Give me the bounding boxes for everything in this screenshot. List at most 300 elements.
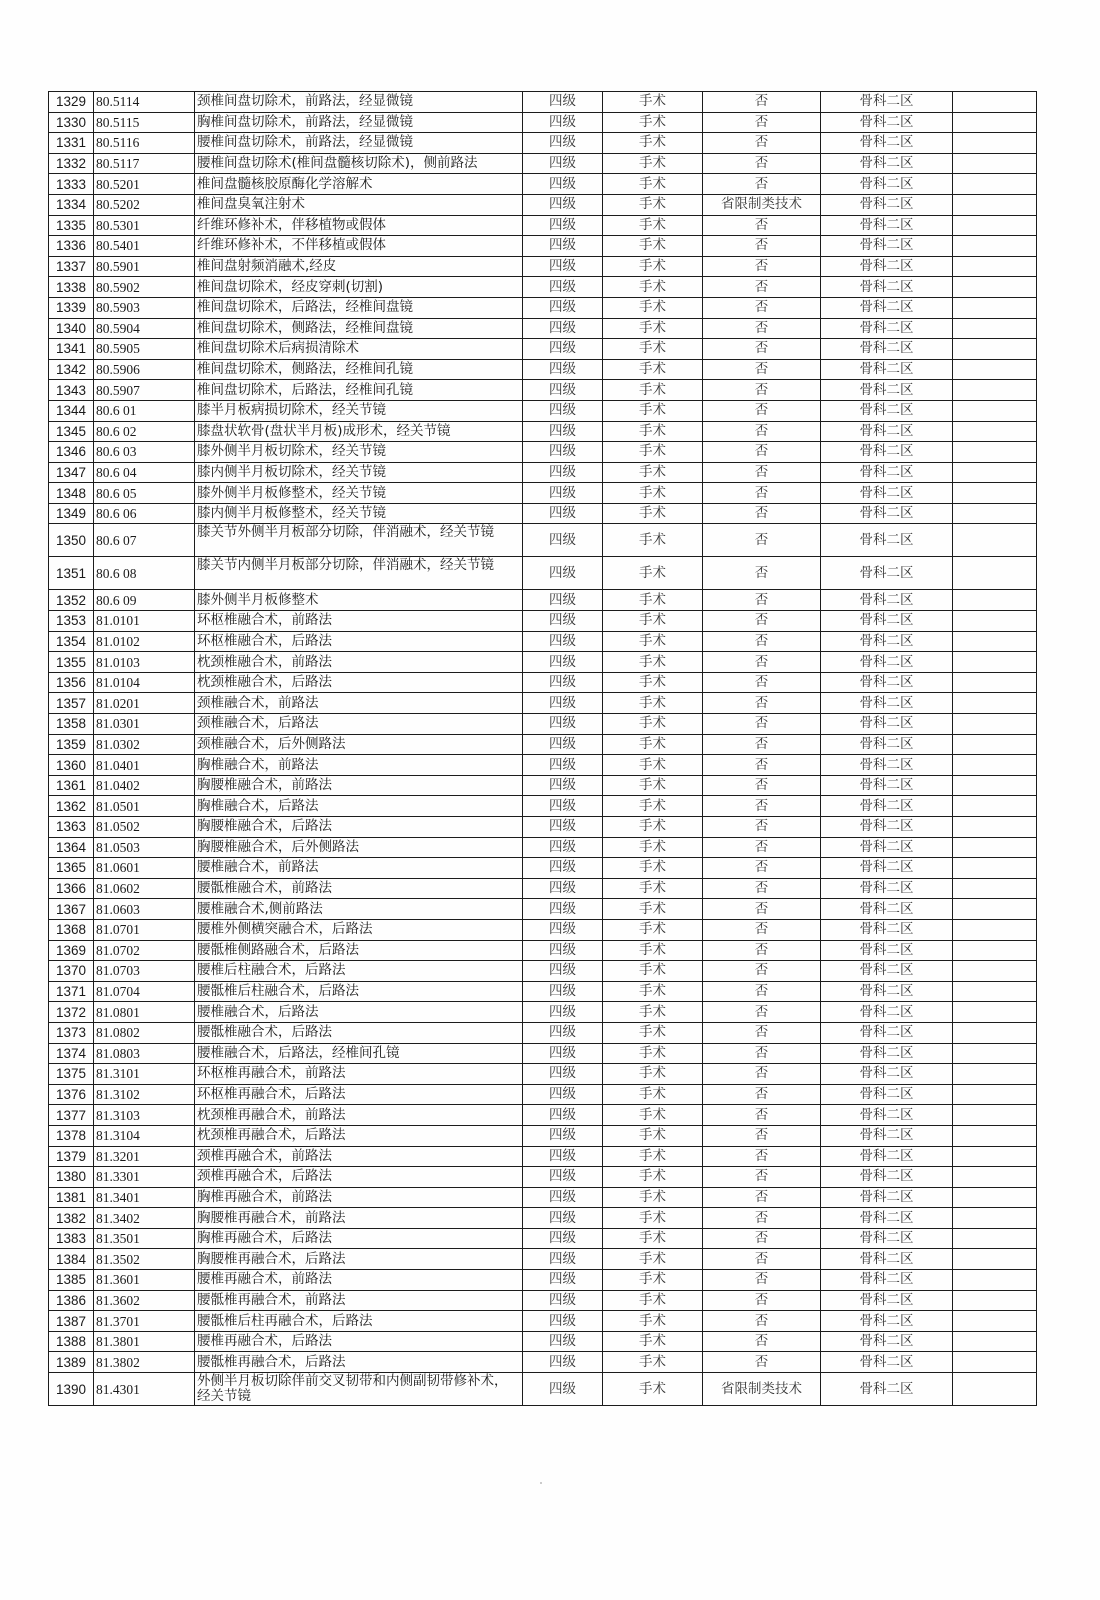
table-row: [49, 503, 1037, 524]
surgery-level: 四级: [523, 1167, 603, 1188]
procedure-category: 手术: [603, 652, 703, 673]
remarks: [953, 734, 1037, 755]
table-row: [49, 557, 1037, 590]
surgery-level: 四级: [523, 899, 603, 920]
row-number: 1369: [49, 940, 94, 961]
remarks: [953, 714, 1037, 735]
restricted-technology-flag: 否: [703, 400, 821, 421]
department: 骨科二区: [821, 318, 953, 339]
restricted-technology-flag: 否: [703, 503, 821, 524]
row-number: 1361: [49, 775, 94, 796]
surgery-level: 四级: [523, 590, 603, 611]
procedure-name: 胸椎再融合术，前路法: [195, 1187, 523, 1208]
department: 骨科二区: [821, 796, 953, 817]
procedure-code: 81.0102: [94, 631, 195, 652]
restricted-technology-flag: 否: [703, 817, 821, 838]
procedure-name: 椎间盘切除术后病损清除术: [195, 339, 523, 360]
remarks: [953, 1352, 1037, 1373]
restricted-technology-flag: 否: [703, 557, 821, 590]
procedure-name: 膝关节外侧半月板部分切除，伴消融术，经关节镜: [195, 524, 523, 557]
department: 骨科二区: [821, 339, 953, 360]
restricted-technology-flag: 否: [703, 1187, 821, 1208]
remarks: [953, 1290, 1037, 1311]
table-row: [49, 318, 1037, 339]
procedure-name: 腰骶椎后柱融合术，后路法: [195, 981, 523, 1002]
row-number: 1345: [49, 421, 94, 442]
table-row: [49, 858, 1037, 879]
procedure-code: 81.3401: [94, 1187, 195, 1208]
department: 骨科二区: [821, 693, 953, 714]
remarks: [953, 919, 1037, 940]
table-row: [49, 442, 1037, 463]
department: 骨科二区: [821, 503, 953, 524]
surgery-level: 四级: [523, 940, 603, 961]
table-row: [49, 796, 1037, 817]
procedure-code: 81.3101: [94, 1064, 195, 1085]
table-row: [49, 1228, 1037, 1249]
procedure-category: 手术: [603, 714, 703, 735]
procedure-name: 胸腰椎融合术，后外侧路法: [195, 837, 523, 858]
remarks: [953, 1373, 1037, 1406]
table-row: [49, 339, 1037, 360]
department: 骨科二区: [821, 359, 953, 380]
table-row: [49, 1187, 1037, 1208]
department: 骨科二区: [821, 1084, 953, 1105]
remarks: [953, 775, 1037, 796]
department: 骨科二区: [821, 400, 953, 421]
row-number: 1385: [49, 1270, 94, 1291]
department: 骨科二区: [821, 462, 953, 483]
surgery-level: 四级: [523, 256, 603, 277]
procedure-table-body: [49, 92, 1037, 1406]
remarks: [953, 590, 1037, 611]
procedure-name: 颈椎融合术，后路法: [195, 714, 523, 735]
table-row: [49, 1167, 1037, 1188]
table-row: [49, 400, 1037, 421]
remarks: [953, 557, 1037, 590]
row-number: 1387: [49, 1311, 94, 1332]
department: 骨科二区: [821, 1208, 953, 1229]
procedure-category: 手术: [603, 899, 703, 920]
procedure-code: 81.0201: [94, 693, 195, 714]
department: 骨科二区: [821, 1249, 953, 1270]
remarks: [953, 483, 1037, 504]
row-number: 1372: [49, 1002, 94, 1023]
surgery-level: 四级: [523, 1084, 603, 1105]
surgery-level: 四级: [523, 359, 603, 380]
procedure-name: 膝盘状软骨(盘状半月板)成形术，经关节镜: [195, 421, 523, 442]
department: 骨科二区: [821, 1187, 953, 1208]
row-number: 1359: [49, 734, 94, 755]
row-number: 1342: [49, 359, 94, 380]
surgery-level: 四级: [523, 755, 603, 776]
row-number: 1333: [49, 174, 94, 195]
table-row: [49, 734, 1037, 755]
row-number: 1357: [49, 693, 94, 714]
procedure-code: 80.5401: [94, 236, 195, 257]
procedure-name: 环枢椎再融合术，前路法: [195, 1064, 523, 1085]
row-number: 1344: [49, 400, 94, 421]
procedure-name: 颈椎融合术，后外侧路法: [195, 734, 523, 755]
procedure-name: 胸腰椎再融合术，后路法: [195, 1249, 523, 1270]
remarks: [953, 92, 1037, 113]
restricted-technology-flag: 否: [703, 442, 821, 463]
procedure-code: 81.3602: [94, 1290, 195, 1311]
department: 骨科二区: [821, 277, 953, 298]
surgery-level: 四级: [523, 557, 603, 590]
procedure-name: 腰椎后柱融合术，后路法: [195, 961, 523, 982]
table-row: [49, 359, 1037, 380]
row-number: 1358: [49, 714, 94, 735]
procedure-code: 81.3301: [94, 1167, 195, 1188]
surgery-level: 四级: [523, 318, 603, 339]
row-number: 1390: [49, 1373, 94, 1406]
procedure-category: 手术: [603, 1311, 703, 1332]
row-number: 1379: [49, 1146, 94, 1167]
procedure-code: 80.6 04: [94, 462, 195, 483]
department: 骨科二区: [821, 215, 953, 236]
remarks: [953, 174, 1037, 195]
table-row: [49, 1331, 1037, 1352]
procedure-category: 手术: [603, 755, 703, 776]
procedure-code: 81.0802: [94, 1022, 195, 1043]
row-number: 1386: [49, 1290, 94, 1311]
procedure-code: 80.5901: [94, 256, 195, 277]
procedure-code: 80.5116: [94, 133, 195, 154]
department: 骨科二区: [821, 421, 953, 442]
procedure-name: 枕颈椎融合术，后路法: [195, 672, 523, 693]
surgery-level: 四级: [523, 339, 603, 360]
remarks: [953, 1002, 1037, 1023]
table-row: [49, 297, 1037, 318]
procedure-category: 手术: [603, 1249, 703, 1270]
row-number: 1335: [49, 215, 94, 236]
restricted-technology-flag: 否: [703, 277, 821, 298]
restricted-technology-flag: 否: [703, 899, 821, 920]
surgery-level: 四级: [523, 693, 603, 714]
remarks: [953, 796, 1037, 817]
surgery-level: 四级: [523, 236, 603, 257]
remarks: [953, 1311, 1037, 1332]
restricted-technology-flag: 否: [703, 1311, 821, 1332]
table-row: [49, 174, 1037, 195]
remarks: [953, 442, 1037, 463]
procedure-code: 80.6 08: [94, 557, 195, 590]
procedure-name: 腰椎间盘切除术(椎间盘髓核切除术)，侧前路法: [195, 153, 523, 174]
row-number: 1367: [49, 899, 94, 920]
procedure-code: 80.6 07: [94, 524, 195, 557]
procedure-category: 手术: [603, 1064, 703, 1085]
row-number: 1350: [49, 524, 94, 557]
row-number: 1360: [49, 755, 94, 776]
department: 骨科二区: [821, 112, 953, 133]
procedure-name: 腰椎再融合术，前路法: [195, 1270, 523, 1291]
restricted-technology-flag: 省限制类技术: [703, 194, 821, 215]
table-row: [49, 92, 1037, 113]
restricted-technology-flag: 否: [703, 236, 821, 257]
procedure-name: 胸腰椎融合术，后路法: [195, 817, 523, 838]
restricted-technology-flag: 否: [703, 421, 821, 442]
row-number: 1336: [49, 236, 94, 257]
department: 骨科二区: [821, 714, 953, 735]
restricted-technology-flag: 否: [703, 961, 821, 982]
table-row: [49, 380, 1037, 401]
procedure-name: 腰椎融合术，前路法: [195, 858, 523, 879]
procedure-category: 手术: [603, 1373, 703, 1406]
remarks: [953, 277, 1037, 298]
procedure-code: 81.0101: [94, 611, 195, 632]
procedure-category: 手术: [603, 359, 703, 380]
procedure-code: 80.5902: [94, 277, 195, 298]
procedure-code: 80.5905: [94, 339, 195, 360]
table-row: [49, 256, 1037, 277]
department: 骨科二区: [821, 1331, 953, 1352]
remarks: [953, 1208, 1037, 1229]
procedure-code: 80.5117: [94, 153, 195, 174]
row-number: 1356: [49, 672, 94, 693]
procedure-name: 腰椎再融合术，后路法: [195, 1331, 523, 1352]
restricted-technology-flag: 否: [703, 1290, 821, 1311]
procedure-code: 80.5202: [94, 194, 195, 215]
table-row: [49, 1249, 1037, 1270]
procedure-name: 膝内侧半月板修整术，经关节镜: [195, 503, 523, 524]
surgery-level: 四级: [523, 611, 603, 632]
procedure-name: 椎间盘切除术，后路法，经椎间盘镜: [195, 297, 523, 318]
procedure-category: 手术: [603, 1043, 703, 1064]
remarks: [953, 940, 1037, 961]
department: 骨科二区: [821, 1022, 953, 1043]
procedure-name: 颈椎再融合术，后路法: [195, 1167, 523, 1188]
table-row: [49, 112, 1037, 133]
table-row: [49, 462, 1037, 483]
procedure-code: 81.3601: [94, 1270, 195, 1291]
remarks: [953, 899, 1037, 920]
surgery-level: 四级: [523, 1064, 603, 1085]
table-row: [49, 878, 1037, 899]
row-number: 1353: [49, 611, 94, 632]
table-row: [49, 153, 1037, 174]
procedure-category: 手术: [603, 1290, 703, 1311]
procedure-category: 手术: [603, 92, 703, 113]
table-row: [49, 1105, 1037, 1126]
restricted-technology-flag: 否: [703, 796, 821, 817]
department: 骨科二区: [821, 858, 953, 879]
department: 骨科二区: [821, 817, 953, 838]
restricted-technology-flag: 否: [703, 590, 821, 611]
department: 骨科二区: [821, 919, 953, 940]
procedure-category: 手术: [603, 796, 703, 817]
procedure-category: 手术: [603, 590, 703, 611]
restricted-technology-flag: 否: [703, 1084, 821, 1105]
remarks: [953, 236, 1037, 257]
surgery-level: 四级: [523, 174, 603, 195]
remarks: [953, 1249, 1037, 1270]
restricted-technology-flag: 否: [703, 1167, 821, 1188]
row-number: 1348: [49, 483, 94, 504]
row-number: 1375: [49, 1064, 94, 1085]
procedure-code: 80.5906: [94, 359, 195, 380]
surgery-level: 四级: [523, 837, 603, 858]
remarks: [953, 339, 1037, 360]
surgery-level: 四级: [523, 1187, 603, 1208]
procedure-code: 81.0602: [94, 878, 195, 899]
procedure-category: 手术: [603, 858, 703, 879]
remarks: [953, 194, 1037, 215]
department: 骨科二区: [821, 194, 953, 215]
procedure-name: 腰椎融合术,侧前路法: [195, 899, 523, 920]
table-row: [49, 1311, 1037, 1332]
surgery-level: 四级: [523, 277, 603, 298]
procedure-code: 81.0704: [94, 981, 195, 1002]
surgery-level: 四级: [523, 652, 603, 673]
department: 骨科二区: [821, 1352, 953, 1373]
procedure-category: 手术: [603, 557, 703, 590]
procedure-code: 80.5115: [94, 112, 195, 133]
surgery-level: 四级: [523, 524, 603, 557]
department: 骨科二区: [821, 1105, 953, 1126]
row-number: 1389: [49, 1352, 94, 1373]
procedure-code: 81.0703: [94, 961, 195, 982]
table-row: [49, 1290, 1037, 1311]
row-number: 1382: [49, 1208, 94, 1229]
remarks: [953, 153, 1037, 174]
procedure-name: 环枢椎再融合术，后路法: [195, 1084, 523, 1105]
surgery-level: 四级: [523, 92, 603, 113]
table-row: [49, 672, 1037, 693]
row-number: 1366: [49, 878, 94, 899]
procedure-name: 胸腰椎融合术，前路法: [195, 775, 523, 796]
row-number: 1380: [49, 1167, 94, 1188]
procedure-category: 手术: [603, 981, 703, 1002]
remarks: [953, 1125, 1037, 1146]
surgery-level: 四级: [523, 1125, 603, 1146]
procedure-code: 81.0301: [94, 714, 195, 735]
restricted-technology-flag: 否: [703, 652, 821, 673]
procedure-name: 腰椎间盘切除术，前路法，经显微镜: [195, 133, 523, 154]
surgery-level: 四级: [523, 462, 603, 483]
procedure-code: 80.5903: [94, 297, 195, 318]
procedure-code: 81.0401: [94, 755, 195, 776]
remarks: [953, 133, 1037, 154]
surgery-level: 四级: [523, 1311, 603, 1332]
restricted-technology-flag: 否: [703, 1105, 821, 1126]
restricted-technology-flag: 否: [703, 359, 821, 380]
restricted-technology-flag: 否: [703, 1208, 821, 1229]
restricted-technology-flag: 否: [703, 174, 821, 195]
surgery-level: 四级: [523, 1146, 603, 1167]
procedure-name: 纤维环修补术，不伴移植或假体: [195, 236, 523, 257]
table-row: [49, 611, 1037, 632]
procedure-name: 椎间盘射频消融术,经皮: [195, 256, 523, 277]
procedure-name: 腰骶椎侧路融合术，后路法: [195, 940, 523, 961]
table-row: [49, 236, 1037, 257]
remarks: [953, 693, 1037, 714]
procedure-name: 腰椎外侧横突融合术，后路法: [195, 919, 523, 940]
procedure-code: 81.0803: [94, 1043, 195, 1064]
department: 骨科二区: [821, 557, 953, 590]
table-row: [49, 421, 1037, 442]
remarks: [953, 1270, 1037, 1291]
surgery-level: 四级: [523, 919, 603, 940]
surgery-level: 四级: [523, 775, 603, 796]
restricted-technology-flag: 否: [703, 92, 821, 113]
table-row: [49, 483, 1037, 504]
department: 骨科二区: [821, 631, 953, 652]
remarks: [953, 858, 1037, 879]
remarks: [953, 297, 1037, 318]
row-number: 1354: [49, 631, 94, 652]
remarks: [953, 256, 1037, 277]
table-row: [49, 1208, 1037, 1229]
procedure-category: 手术: [603, 837, 703, 858]
procedure-category: 手术: [603, 1331, 703, 1352]
procedure-name: 腰骶椎融合术，后路法: [195, 1022, 523, 1043]
department: 骨科二区: [821, 1311, 953, 1332]
procedure-category: 手术: [603, 421, 703, 442]
row-number: 1343: [49, 380, 94, 401]
department: 骨科二区: [821, 899, 953, 920]
surgery-level: 四级: [523, 1022, 603, 1043]
procedure-name: 腰骶椎融合术，前路法: [195, 878, 523, 899]
procedure-code: 81.0702: [94, 940, 195, 961]
restricted-technology-flag: 否: [703, 837, 821, 858]
department: 骨科二区: [821, 590, 953, 611]
row-number: 1351: [49, 557, 94, 590]
remarks: [953, 961, 1037, 982]
procedure-name: 椎间盘臭氧注射术: [195, 194, 523, 215]
table-row: [49, 524, 1037, 557]
procedure-code: 80.6 06: [94, 503, 195, 524]
restricted-technology-flag: 否: [703, 775, 821, 796]
procedure-name: 椎间盘切除术，后路法，经椎间孔镜: [195, 380, 523, 401]
department: 骨科二区: [821, 153, 953, 174]
table-row: [49, 755, 1037, 776]
procedure-code: 81.0801: [94, 1002, 195, 1023]
row-number: 1352: [49, 590, 94, 611]
procedure-category: 手术: [603, 1167, 703, 1188]
procedure-name: 腰骶椎后柱再融合术，后路法: [195, 1311, 523, 1332]
procedure-category: 手术: [603, 817, 703, 838]
remarks: [953, 1228, 1037, 1249]
table-row: [49, 837, 1037, 858]
remarks: [953, 524, 1037, 557]
procedure-code: 81.3102: [94, 1084, 195, 1105]
row-number: 1363: [49, 817, 94, 838]
procedure-code: 80.5301: [94, 215, 195, 236]
restricted-technology-flag: 否: [703, 318, 821, 339]
table-row: [49, 1043, 1037, 1064]
procedure-code: 81.4301: [94, 1373, 195, 1406]
procedure-name: 胸椎间盘切除术，前路法，经显微镜: [195, 112, 523, 133]
surgery-level: 四级: [523, 734, 603, 755]
remarks: [953, 837, 1037, 858]
remarks: [953, 421, 1037, 442]
remarks: [953, 112, 1037, 133]
procedure-code: 81.0502: [94, 817, 195, 838]
row-number: 1355: [49, 652, 94, 673]
table-row: [49, 631, 1037, 652]
table-row: [49, 1270, 1037, 1291]
row-number: 1384: [49, 1249, 94, 1270]
surgery-level: 四级: [523, 1228, 603, 1249]
procedure-category: 手术: [603, 297, 703, 318]
procedure-name: 环枢椎融合术，前路法: [195, 611, 523, 632]
restricted-technology-flag: 否: [703, 755, 821, 776]
procedure-category: 手术: [603, 133, 703, 154]
row-number: 1346: [49, 442, 94, 463]
table-row: [49, 1084, 1037, 1105]
restricted-technology-flag: 否: [703, 858, 821, 879]
